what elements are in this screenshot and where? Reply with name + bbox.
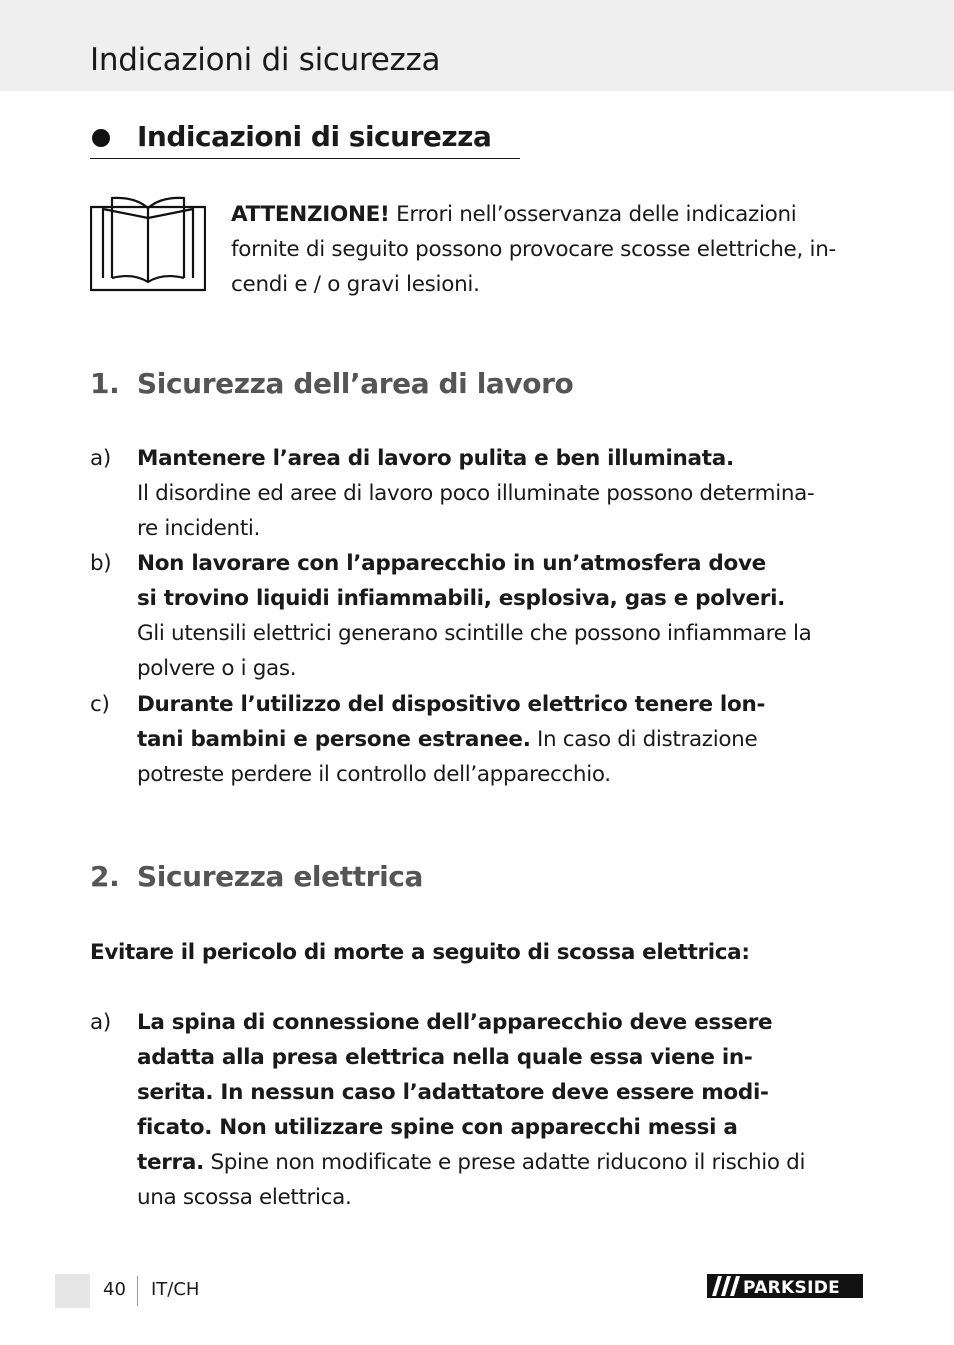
- page-number: 40: [103, 1279, 126, 1300]
- main-heading: [90, 118, 520, 159]
- bullet-icon: [92, 129, 110, 147]
- section-intro: Evitare il pericolo di morte a seguito di scossa elettrica:: [90, 940, 750, 965]
- list-item: b) Non lavorare con l’apparecchio in un’atmosfera dove si trovino liquidi infiammabili, esplosiva, gas e polveri. Gli utensili elettrici generano scintille che possono infiammare la polvere o i gas.: [90, 551, 812, 681]
- parkside-logo: [707, 1274, 863, 1298]
- footer-divider: [137, 1276, 138, 1306]
- section-heading-1: 1. Sicurezza dell’area di lavoro: [90, 367, 574, 400]
- list-item: c) Durante l’utilizzo del dispositivo elettrico tenere lon- tani bambini e persone estranee. In caso di distrazione potreste perdere il controllo dell’apparecchio.: [90, 692, 766, 787]
- page-header-title: Indicazioni di sicurezza: [90, 42, 441, 78]
- footer-marker: [55, 1274, 90, 1308]
- list-item: a) Mantenere l’area di lavoro pulita e ben illuminata. Il disordine ed aree di lavoro poco illuminate possono determina- re incidenti.: [90, 446, 815, 541]
- list-item: a) La spina di connessione dell’apparecchio deve essere adatta alla presa elettrica nella quale essa viene in- serita. In nessun caso l’adattatore deve essere modi- ficato. Non utilizzare spine con apparecchi messi a terra. Spine non modificate e prese adatte riducono il rischio di una scossa elettrica.: [90, 1010, 806, 1210]
- warning-text: ATTENZIONE! Errori nell’osservanza delle indicazioni fornite di seguito possono provocare scosse elettriche, in- cendi e / o gravi lesioni.: [231, 202, 837, 297]
- svg-text:PARKSIDE: PARKSIDE: [743, 1278, 841, 1298]
- section-heading-2: 2. Sicurezza elettrica: [90, 860, 423, 893]
- language-code: IT/CH: [151, 1279, 200, 1300]
- main-heading-text: Indicazioni di sicurezza: [137, 120, 492, 153]
- warning-label: ATTENZIONE!: [231, 202, 390, 227]
- manual-book-icon: [90, 194, 206, 292]
